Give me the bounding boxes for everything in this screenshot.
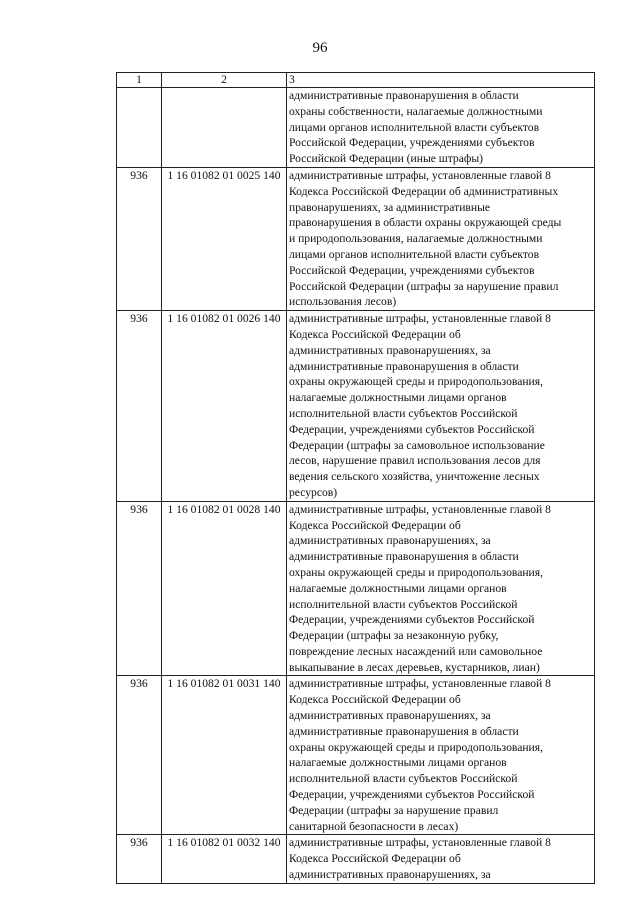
description-line: исполнительной власти субъектов Российской	[289, 772, 518, 786]
description-line: налагаемые должностными лицами органов	[289, 391, 507, 405]
description-line: ресурсов)	[289, 485, 338, 499]
table-row	[117, 501, 595, 676]
table-header-row	[117, 73, 595, 88]
table-row	[117, 311, 595, 502]
admin-code-cell: 936	[117, 835, 162, 883]
description-cell	[287, 311, 595, 502]
description-line: административных правонарушениях, за	[289, 709, 491, 723]
table-row	[117, 676, 595, 835]
description-line: Кодекса Российской Федерации об	[289, 327, 461, 341]
description-line: административные правонарушения в области	[289, 550, 519, 564]
description-line: административные правонарушения в области	[289, 359, 519, 373]
description-line: административные правонарушения в области	[289, 89, 519, 102]
description-line: Федерации (штрафы за самовольное использование	[289, 438, 545, 452]
description-line: административные штрафы, установленные главой 8	[289, 502, 551, 516]
description-line: административные штрафы, установленные главой 8	[289, 836, 551, 850]
description-line: Российской Федерации (штрафы за нарушение правил	[289, 279, 559, 293]
revenue-code-cell: 1 16 01082 01 0032 140	[162, 835, 287, 883]
description-line: повреждение лесных насаждений или самовольное	[289, 644, 543, 658]
description-line: санитарной безопасности в лесах)	[289, 819, 459, 833]
description-line: охраны окружающей среды и природопользования,	[289, 565, 543, 579]
description-line: Федерации, учреждениями субъектов Российской	[289, 613, 535, 627]
description-line: Российской Федерации, учреждениями субъектов	[289, 263, 535, 277]
description-line: охраны окружающей среды и природопользования,	[289, 740, 543, 754]
description-line: лесов, нарушение правил использования лесов для	[289, 454, 541, 468]
description-line: налагаемые должностными лицами органов	[289, 581, 507, 595]
admin-code-cell: 936	[117, 501, 162, 676]
description-line: лицами органов исполнительной власти субъектов	[289, 247, 540, 261]
revenue-code-cell: 1 16 01082 01 0031 140	[162, 676, 287, 835]
revenue-code-cell: 1 16 01082 01 0025 140	[162, 167, 287, 310]
description-cell	[287, 167, 595, 310]
description-line: Кодекса Российской Федерации об	[289, 693, 461, 707]
description-line: использования лесов)	[289, 295, 397, 309]
description-line: Федерации (штрафы за незаконную рубку,	[289, 629, 499, 643]
description-cell	[287, 88, 595, 168]
table-row	[117, 167, 595, 310]
description-line: лицами органов исполнительной власти субъектов	[289, 120, 540, 134]
revenue-code-cell	[162, 88, 287, 168]
description-line: административные штрафы, установленные главой 8	[289, 312, 551, 326]
description-line: Федерации, учреждениями субъектов Российской	[289, 788, 535, 802]
revenue-code-cell: 1 16 01082 01 0028 140	[162, 501, 287, 676]
admin-code-cell: 936	[117, 676, 162, 835]
description-line: исполнительной власти субъектов Российской	[289, 597, 518, 611]
budget-classification-table	[116, 72, 595, 884]
description-line: административные штрафы, установленные главой 8	[289, 168, 551, 182]
description-cell	[287, 501, 595, 676]
description-line: налагаемые должностными лицами органов	[289, 756, 507, 770]
description-line: Федерации (штрафы за нарушение правил	[289, 803, 499, 817]
description-line: исполнительной власти субъектов Российской	[289, 406, 518, 420]
description-line: и природопользования, налагаемые должностными	[289, 232, 543, 246]
description-line: Федерации, учреждениями субъектов Российской	[289, 422, 535, 436]
description-line: охраны собственности, налагаемые должностными	[289, 104, 543, 118]
description-line: административных правонарушениях, за	[289, 343, 491, 357]
description-line: охраны окружающей среды и природопользования,	[289, 375, 543, 389]
description-line: выкапывание в лесах деревьев, кустарников, лиан)	[289, 660, 540, 674]
description-line: Кодекса Российской Федерации об	[289, 852, 461, 866]
description-cell	[287, 676, 595, 835]
description-line: ведения сельского хозяйства, уничтожение лесных	[289, 470, 540, 484]
description-cell	[287, 835, 595, 883]
admin-code-cell	[117, 88, 162, 168]
description-line: Кодекса Российской Федерации об	[289, 518, 461, 532]
description-line: правонарушениях, за административные	[289, 200, 491, 214]
description-line: Российской Федерации, учреждениями субъектов	[289, 136, 535, 150]
admin-code-cell: 936	[117, 311, 162, 502]
description-line: административные штрафы, установленные главой 8	[289, 677, 551, 691]
description-line: Российской Федерации (иные штрафы)	[289, 152, 484, 166]
description-line: правонарушения в области охраны окружающей среды	[289, 216, 562, 230]
table-row	[117, 835, 595, 883]
header-col-1: 1	[117, 73, 162, 88]
description-line: административных правонарушениях, за	[289, 868, 491, 882]
table-row	[117, 88, 595, 168]
description-line: Кодекса Российской Федерации об административных	[289, 184, 559, 198]
description-line: административных правонарушениях, за	[289, 534, 491, 548]
header-col-2: 2	[162, 73, 287, 88]
revenue-code-cell: 1 16 01082 01 0026 140	[162, 311, 287, 502]
admin-code-cell: 936	[117, 167, 162, 310]
header-col-3: 3	[287, 73, 595, 88]
description-line: административные правонарушения в области	[289, 724, 519, 738]
table-body	[117, 73, 595, 884]
page-number: 96	[312, 40, 328, 56]
